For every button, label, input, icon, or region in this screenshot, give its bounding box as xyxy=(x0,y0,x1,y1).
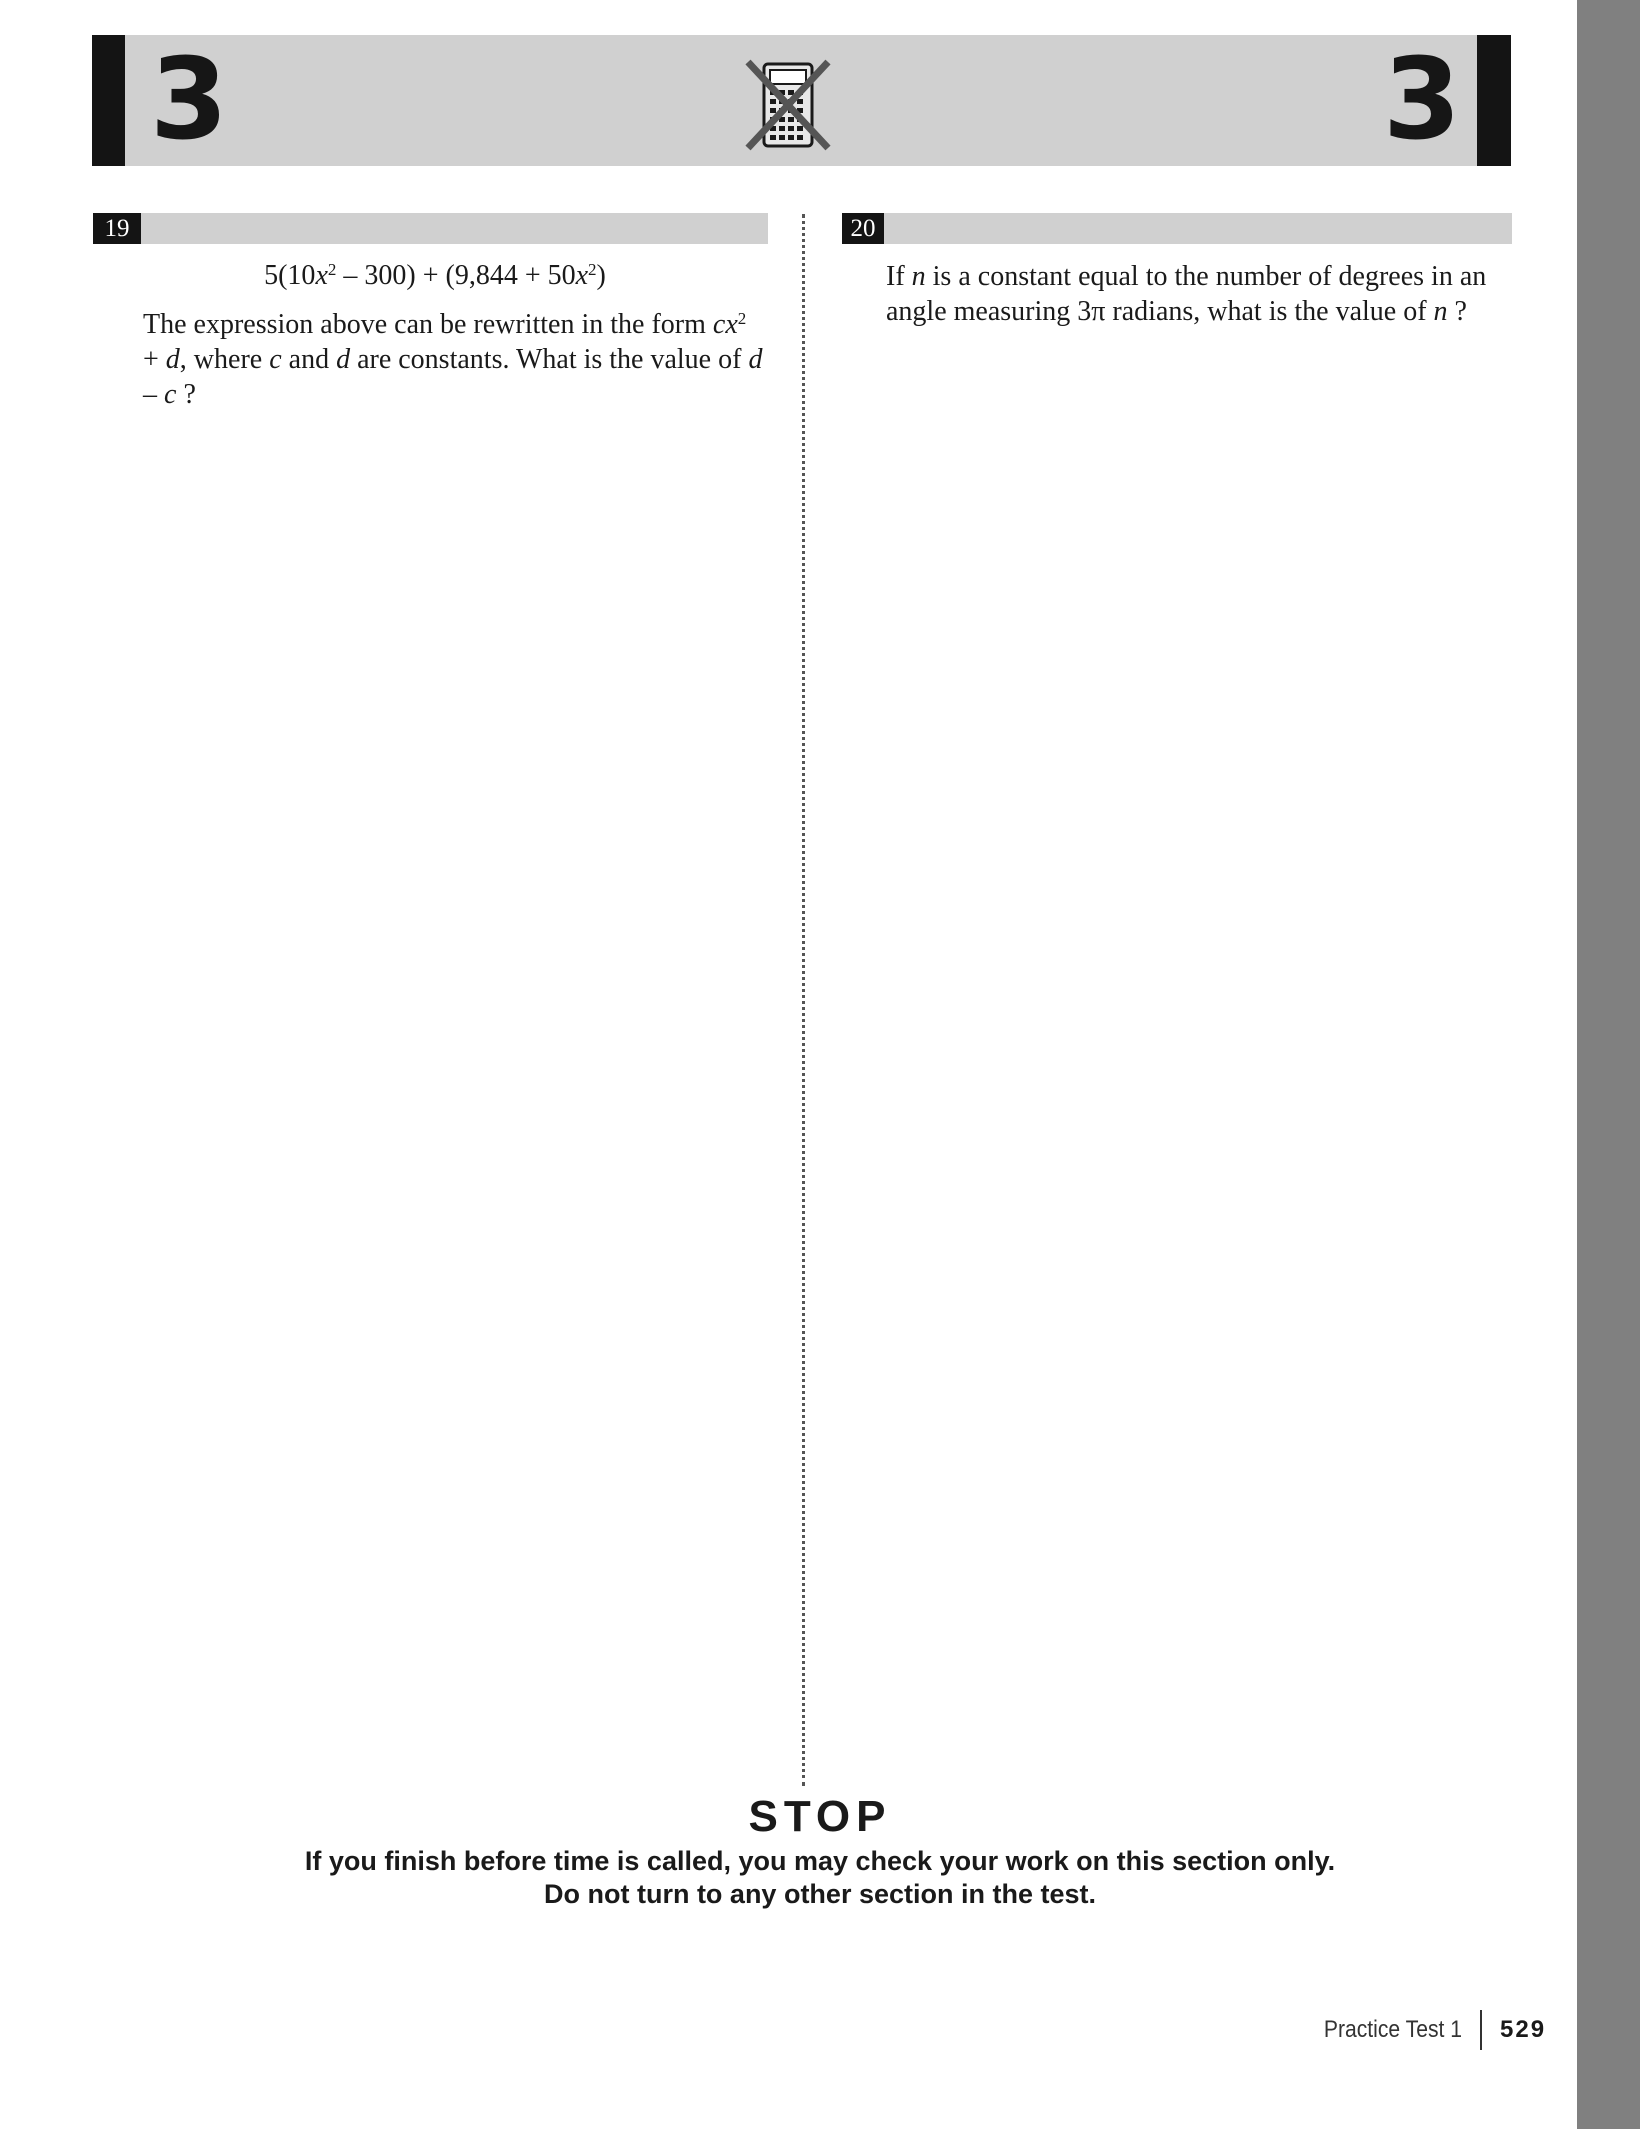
stop-instruction-2: Do not turn to any other section in the test. xyxy=(543,1879,1096,1909)
question-text-part: The expression above can be rewritten in the form xyxy=(143,309,713,340)
question-text-part: , where xyxy=(179,344,270,375)
no-calculator-icon xyxy=(742,58,834,152)
question-text-part: are constants. What is the value of xyxy=(350,344,749,375)
section-header-left-edge xyxy=(92,35,125,166)
stop-title: STOP xyxy=(748,1792,892,1841)
question-text-part: – xyxy=(143,379,164,410)
question-20-header xyxy=(842,213,1512,244)
question-variable: d xyxy=(165,344,180,375)
question-20-text xyxy=(886,259,1516,329)
expression-part: 5(10 xyxy=(264,260,316,291)
question-variable: n xyxy=(911,261,926,292)
section-header-right-edge xyxy=(1477,35,1511,166)
question-variable: cx xyxy=(712,309,738,340)
expression-exponent: 2 xyxy=(588,260,597,279)
question-text-part: If xyxy=(886,261,912,292)
question-variable: d xyxy=(336,344,351,375)
question-variable: d xyxy=(748,344,763,375)
column-divider xyxy=(802,214,805,1786)
question-variable: n xyxy=(1433,296,1448,327)
section-number-right: 3 xyxy=(1383,35,1461,165)
footer-separator xyxy=(1480,2010,1482,2050)
question-text-part: is a constant equal to the number of degrees in an angle measuring 3π radians, what is the value of xyxy=(886,261,1487,327)
expression-exponent: 2 xyxy=(327,260,337,279)
expression-variable: x xyxy=(315,260,328,291)
question-variable: c xyxy=(164,379,177,410)
question-text-part: ? xyxy=(1447,296,1467,327)
section-number-left: 3 xyxy=(150,35,228,165)
expression-part: – 300) + (9,844 + 50 xyxy=(336,260,576,291)
question-number-19: 19 xyxy=(93,213,141,244)
expression-variable: x xyxy=(575,260,589,291)
question-text-part: + xyxy=(143,344,166,375)
question-19-expression xyxy=(140,258,730,294)
question-19-header xyxy=(93,213,768,244)
footer-label: Practice Test 1 xyxy=(1323,2016,1462,2043)
stop-instruction-1: If you finish before time is called, you may check your work on this section only. xyxy=(304,1846,1336,1876)
question-variable: c xyxy=(269,344,282,375)
question-19-text xyxy=(143,307,768,412)
question-number-20: 20 xyxy=(842,213,884,244)
expression-part: ) xyxy=(596,260,606,291)
page-number: 529 xyxy=(1500,2016,1547,2043)
question-text-part: ? xyxy=(176,379,196,410)
question-exponent: 2 xyxy=(737,309,747,328)
question-text-part: and xyxy=(281,344,337,375)
